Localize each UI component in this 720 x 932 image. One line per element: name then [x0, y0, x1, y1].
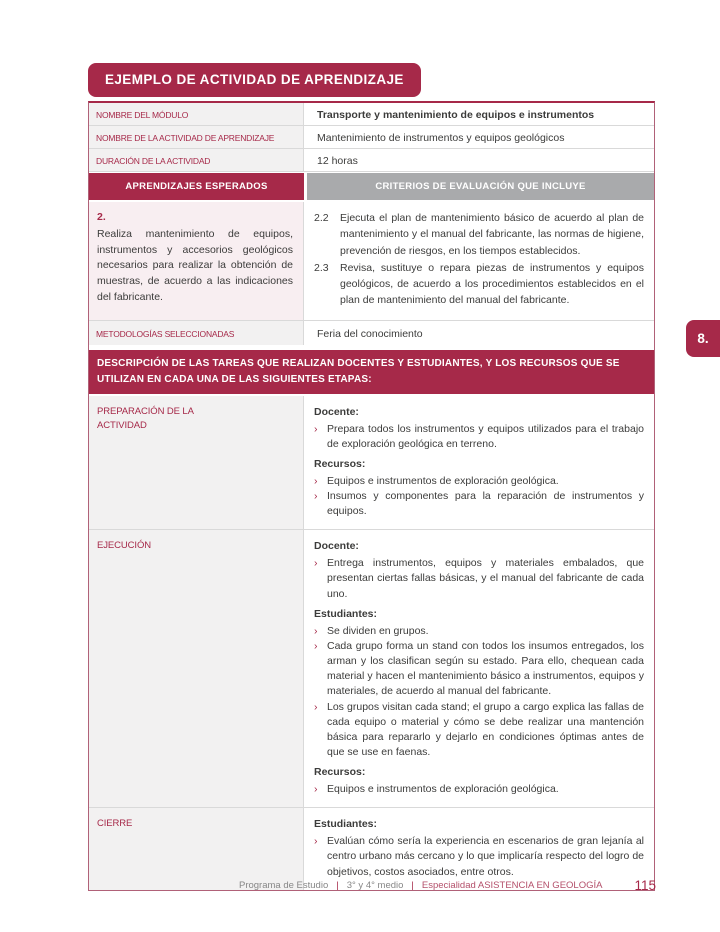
page-number: 115 — [634, 878, 656, 893]
criterion-text: Revisa, sustituye o repara piezas de instrumentos y equipos geológicos, de acuerdo a los procedimientos establecidos en el plan de mantenimiento del manual del fabricante. — [340, 261, 644, 307]
stage-content — [304, 396, 654, 529]
criterion-number: 2.3 — [314, 261, 329, 274]
bullet-item — [314, 422, 644, 452]
footer-grade-label: 3° y 4° medio — [346, 880, 404, 891]
meta-value: 12 horas — [317, 154, 358, 167]
bullet-icon: › — [314, 783, 318, 796]
meta-row — [89, 103, 654, 126]
oa-number: 2. — [97, 211, 106, 223]
bullet-text: Equipos e instrumentos de exploración geológica. — [327, 783, 559, 796]
bullet-item — [314, 474, 644, 489]
group-heading: Estudiantes: — [314, 818, 378, 831]
page-title: EJEMPLO DE ACTIVIDAD DE APRENDIZAJE — [88, 63, 421, 97]
bullet-icon: › — [314, 557, 318, 570]
bullet-item — [314, 556, 644, 602]
bullet-text: Evalúan cómo sería la experiencia en escenarios de gran lejanía al centro urbano más cercano y lo que implicaría respecto del logro de objetivos, costos asociados, entre otros. — [327, 835, 644, 878]
bullet-item — [314, 782, 644, 797]
header-criterios-evaluacion: CRITERIOS DE EVALUACIÓN QUE INCLUYE — [307, 173, 654, 200]
criteria-cell — [304, 202, 654, 320]
group-heading: Recursos: — [314, 458, 366, 471]
criterion-number: 2.2 — [314, 212, 329, 224]
group-heading: Docente: — [314, 406, 359, 418]
bullet-icon: › — [314, 639, 318, 652]
footer-separator: | — [336, 880, 339, 891]
bullet-text: Se dividen en grupos. — [327, 624, 429, 637]
bullet-item — [314, 624, 644, 639]
criterion-text: Ejecuta el plan de mantenimiento básico de acuerdo al plan de mantenimiento y el manual del fabricante, las normas de higiene, prevención de riesgos, en los tiempos establecidos. — [340, 212, 644, 257]
bullet-icon: › — [314, 835, 318, 848]
bullet-item — [314, 834, 644, 880]
bullet-icon: › — [314, 474, 318, 487]
footer-separator: | — [411, 880, 414, 891]
stages-section — [89, 396, 654, 890]
meta-rows — [89, 103, 654, 172]
bullet-text: Entrega instrumentos, equipos y materiales embalados, que presentan ciertas fallas básicas, y el manual del fabricante de cada uno. — [327, 557, 644, 600]
group-heading: Docente: — [314, 540, 359, 553]
meta-label: NOMBRE DEL MÓDULO — [89, 103, 304, 125]
bullet-text: Equipos e instrumentos de exploración geológica. — [327, 474, 559, 487]
bullet-text: Insumos y componentes para la reparación de instrumentos y equipos. — [327, 490, 644, 518]
stage-row — [89, 530, 654, 808]
stage-label: CIERRE — [89, 808, 304, 889]
meta-label: NOMBRE DE LA ACTIVIDAD DE APRENDIZAJE — [89, 126, 304, 148]
meta-value: Transporte y mantenimiento de equipos e instrumentos — [317, 108, 595, 121]
stage-label: EJECUCIÓN — [89, 530, 304, 807]
bullet-icon: › — [314, 422, 318, 435]
meta-label: DURACIÓN DE LA ACTIVIDAD — [89, 149, 304, 171]
activity-table — [88, 101, 655, 891]
criterion-item — [314, 260, 644, 309]
header-aprendizajes-esperados: APRENDIZAJES ESPERADOS — [89, 173, 304, 200]
stage-row — [89, 396, 654, 530]
stage-label: PREPARACIÓN DE LA ACTIVIDAD — [89, 396, 304, 529]
bullet-icon: › — [314, 624, 318, 637]
bullet-item — [314, 700, 644, 761]
bullet-item — [314, 489, 644, 519]
expected-learning-cell — [89, 202, 304, 320]
bullet-text: Los grupos visitan cada stand; el grupo a cargo explica las fallas de cada equipo o material y cómo se debe realizar una mantención básica para repararlo y dejarlo en condiciones óptimas antes de que se use en faenas. — [327, 700, 644, 759]
methodology-value: Feria del conocimiento — [317, 327, 423, 340]
group-heading: Estudiantes: — [314, 607, 378, 620]
bullet-text: Cada grupo forma un stand con todos los insumos entregados, los arman y los clasifican según su estado. Para ello, chequean cada material y hacen el mantenimiento básico a instrumentos, equipos y materiales, de acuerdo al manual del fabricante. — [327, 639, 644, 698]
bullet-icon: › — [314, 700, 318, 713]
bullet-icon: › — [314, 490, 318, 503]
group-heading: Recursos: — [314, 766, 366, 779]
footer-program-label: Programa de Estudio — [238, 880, 329, 891]
bullet-text: Prepara todos los instrumentos y equipos utilizados para el trabajo de exploración geológica en terreno. — [327, 422, 644, 450]
expectations-row — [89, 202, 654, 321]
table-header-row — [89, 173, 654, 202]
meta-row — [89, 126, 654, 149]
chapter-tab: 8. — [686, 320, 720, 357]
methodology-label: METODOLOGÍAS SELECCIONADAS — [89, 321, 304, 345]
bullet-item — [314, 639, 644, 700]
oa-text: Realiza mantenimiento de equipos, instrumentos y accesorios geológicos necesarios para realizar la obtención de muestras, de acuerdo a las indicaciones del fabricante. — [97, 227, 293, 303]
footer-specialty-label: Especialidad ASISTENCIA EN GEOLOGÍA — [421, 880, 603, 891]
criterion-item — [314, 210, 644, 259]
description-banner: DESCRIPCIÓN DE LAS TAREAS QUE REALIZAN DOCENTES Y ESTUDIANTES, Y LOS RECURSOS QUE SE UTILIZAN EN CADA UNA DE LAS SIGUIENTES ETAPAS: — [89, 350, 654, 394]
stage-content — [304, 530, 654, 807]
methodology-row — [89, 321, 654, 345]
meta-value: Mantenimiento de instrumentos y equipos geológicos — [317, 131, 565, 144]
page-footer — [0, 878, 656, 893]
meta-row — [89, 149, 654, 172]
